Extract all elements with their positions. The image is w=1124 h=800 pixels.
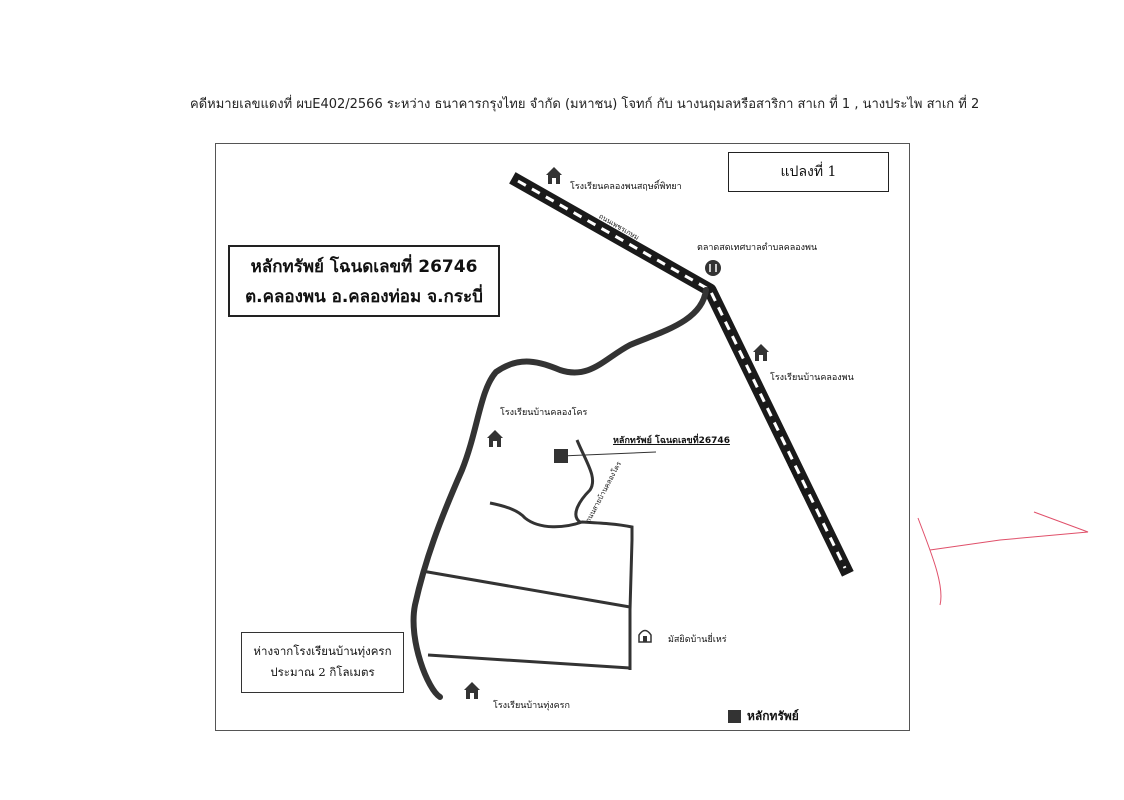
distance-line-1: ห่างจากโรงเรียนบ้านทุ่งครก — [253, 644, 392, 658]
distance-box — [241, 632, 404, 693]
plot-line-upper — [422, 571, 630, 607]
label-mosque: มัสยิดบ้านยี่เหร่ — [668, 635, 727, 645]
market-icon — [705, 260, 721, 276]
label-school-ban-klongphon: โรงเรียนบ้านคลองพน — [770, 373, 854, 383]
red-annotation-arrow — [918, 512, 1088, 605]
road-name-lower: ถนนเพชรเกษม — [781, 453, 809, 498]
title-box — [228, 245, 500, 317]
legend-asset-icon — [728, 710, 741, 723]
title-line-1: หลักทรัพย์ โฉนดเลขที่ 26746 — [250, 257, 478, 277]
school-icon — [546, 167, 562, 184]
case-header: คดีหมายเลขแดงที่ ผบE402/2566 ระหว่าง ธนาคารกรุงไทย จำกัด (มหาชน) โจทก์ กับ นางนฤมลหรือสาริกา สาเก ที่ 1 , นางประไพ สาเก ที่ 2 — [190, 97, 980, 112]
legend — [728, 707, 799, 726]
asset-leader-line — [561, 452, 656, 456]
school-icon — [464, 682, 480, 699]
label-school-klongphon-sanit: โรงเรียนคลองพนสฤษดิ์พิทยา — [570, 182, 682, 192]
mosque-icon — [639, 631, 651, 643]
label-school-klongkhon: โรงเรียนบ้านคลองโคร — [500, 408, 588, 418]
legend-label: หลักทรัพย์ — [747, 709, 799, 723]
road-name-lane: ถนนสายบ้านคลองโคร — [584, 460, 624, 525]
asset-label: หลักทรัพย์ โฉนดเลขที่26746 — [613, 436, 730, 446]
asset-marker-icon — [554, 449, 568, 463]
plot-number-box: แปลงที่ 1 — [728, 152, 889, 192]
label-school-thungkrok: โรงเรียนบ้านทุ่งครก — [493, 701, 570, 711]
distance-line-2: ประมาณ 2 กิโลเมตร — [270, 665, 375, 679]
school-icon — [753, 344, 769, 361]
title-line-2: ต.คลองพน อ.คลองท่อม จ.กระบี่ — [245, 287, 483, 307]
label-market: ตลาดสดเทศบาลตำบลคลองพน — [697, 243, 818, 253]
school-icon — [487, 430, 503, 447]
local-road-main — [414, 290, 706, 697]
plot-line-lower — [428, 655, 630, 668]
road-name-upper: ถนนเพชรเกษม — [597, 212, 641, 242]
